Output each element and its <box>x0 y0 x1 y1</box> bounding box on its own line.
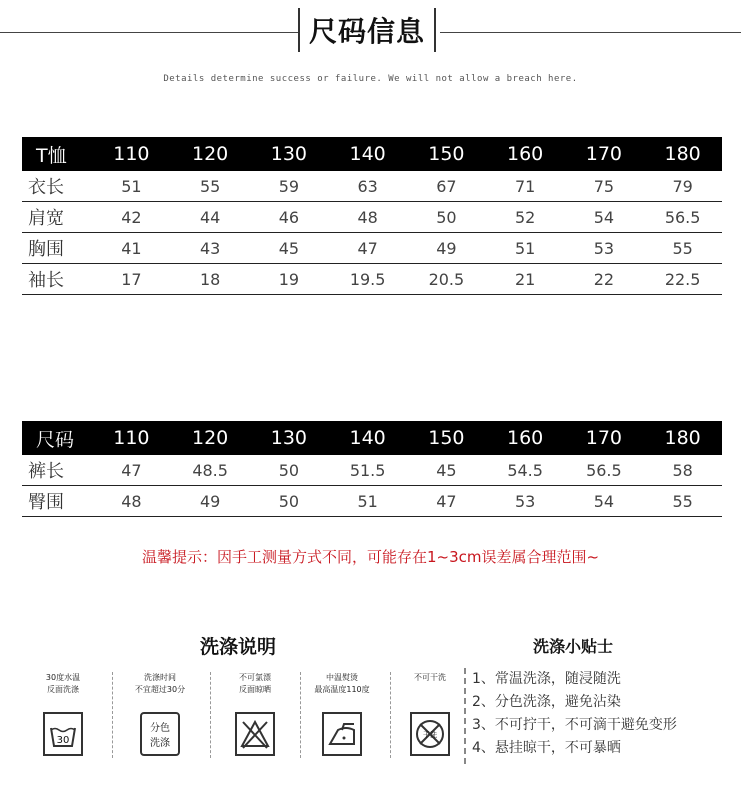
table-cell: 22.5 <box>643 264 722 295</box>
table-cell: 55 <box>171 171 250 202</box>
table-cell: 43 <box>171 233 250 264</box>
title-rule-right <box>440 32 741 33</box>
table-cell: 56.5 <box>643 202 722 233</box>
svg-text:分色: 分色 <box>150 723 170 734</box>
wash-label: 不可氯漂 反面晾晒 <box>239 673 271 694</box>
washing-title: 洗涤说明 <box>200 636 277 658</box>
row-label: 袖长 <box>22 264 92 295</box>
table-cell: 67 <box>407 171 486 202</box>
wash-item-30-degree <box>28 672 98 760</box>
svg-text:洗涤: 洗涤 <box>150 738 170 749</box>
wash-item-separate <box>125 672 195 760</box>
divider <box>390 672 391 758</box>
list-item: 2、分色洗涤，避免沾染 <box>472 694 621 710</box>
header-cell: 110 <box>92 421 171 455</box>
header-cell: 130 <box>250 137 329 171</box>
wash-label: 不可干洗 <box>414 673 446 682</box>
table-cell: 48 <box>92 486 171 517</box>
header-cell: 140 <box>328 421 407 455</box>
divider <box>300 672 301 758</box>
header-cell: 160 <box>486 421 565 455</box>
table-cell: 19.5 <box>328 264 407 295</box>
table-cell: 50 <box>407 202 486 233</box>
measurement-notice: 温馨提示：因手工测量方式不同，可能存在1~3cm误差属合理范围~ <box>141 548 600 566</box>
table-cell: 44 <box>171 202 250 233</box>
table-cell: 54.5 <box>486 455 565 486</box>
table-cell: 52 <box>486 202 565 233</box>
table-cell: 47 <box>328 233 407 264</box>
tshirt-size-table <box>22 137 722 295</box>
table-cell: 53 <box>486 486 565 517</box>
tips-title: 洗涤小贴士 <box>533 637 614 656</box>
header-cell: 180 <box>643 421 722 455</box>
wash-label: 洗涤时间 不宜超过30分 <box>134 673 186 694</box>
table-cell: 50 <box>250 455 329 486</box>
header-cell: 170 <box>565 421 644 455</box>
tips-divider <box>464 668 466 764</box>
header-cell: T恤 <box>22 137 92 171</box>
table-cell: 51.5 <box>328 455 407 486</box>
table-cell: 55 <box>643 233 722 264</box>
svg-text:干洗: 干洗 <box>423 731 437 739</box>
table-header-row <box>22 421 722 455</box>
wash-30-icon <box>43 712 83 756</box>
table-cell: 53 <box>565 233 644 264</box>
table-cell: 54 <box>565 202 644 233</box>
table-row <box>22 171 722 202</box>
page-subtitle: Details determine success or failure. We will not allow a breach here. <box>163 74 578 84</box>
header-cell: 120 <box>171 137 250 171</box>
header-cell: 160 <box>486 137 565 171</box>
table-cell: 17 <box>92 264 171 295</box>
header-cell: 尺码 <box>22 421 92 455</box>
header-cell: 170 <box>565 137 644 171</box>
row-label: 臀围 <box>22 486 92 517</box>
table-cell: 20.5 <box>407 264 486 295</box>
table-cell: 58 <box>643 455 722 486</box>
table-cell: 48.5 <box>171 455 250 486</box>
table-cell: 22 <box>565 264 644 295</box>
table-cell: 50 <box>250 486 329 517</box>
separate-wash-icon <box>140 712 180 756</box>
header-cell: 130 <box>250 421 329 455</box>
table-cell: 41 <box>92 233 171 264</box>
divider <box>210 672 211 758</box>
table-row <box>22 202 722 233</box>
table-cell: 51 <box>92 171 171 202</box>
table-cell: 75 <box>565 171 644 202</box>
row-label: 裤长 <box>22 455 92 486</box>
table-cell: 49 <box>407 233 486 264</box>
table-cell: 45 <box>250 233 329 264</box>
wash-item-no-dry-clean <box>395 672 465 760</box>
header-cell: 120 <box>171 421 250 455</box>
table-cell: 51 <box>486 233 565 264</box>
wash-item-no-bleach <box>220 672 290 760</box>
table-row <box>22 486 722 517</box>
page-title: 尺码信息 <box>298 8 436 52</box>
header-cell: 150 <box>407 137 486 171</box>
table-row <box>22 233 722 264</box>
header-cell: 140 <box>328 137 407 171</box>
table-cell: 45 <box>407 455 486 486</box>
table-cell: 59 <box>250 171 329 202</box>
svg-text:30: 30 <box>56 735 70 746</box>
iron-icon <box>322 712 362 756</box>
row-label: 肩宽 <box>22 202 92 233</box>
list-item: 1、常温洗涤，随浸随洗 <box>472 671 621 687</box>
table-cell: 63 <box>328 171 407 202</box>
header-cell: 150 <box>407 421 486 455</box>
table-cell: 47 <box>407 486 486 517</box>
table-row <box>22 264 722 295</box>
title-rule-left <box>0 32 300 33</box>
no-bleach-icon <box>235 712 275 756</box>
table-cell: 55 <box>643 486 722 517</box>
table-cell: 18 <box>171 264 250 295</box>
table-cell: 46 <box>250 202 329 233</box>
table-row <box>22 455 722 486</box>
wash-item-iron <box>307 672 377 760</box>
table-cell: 21 <box>486 264 565 295</box>
table-cell: 54 <box>565 486 644 517</box>
list-item: 4、悬挂晾干，不可暴晒 <box>472 740 621 756</box>
table-cell: 47 <box>92 455 171 486</box>
row-label: 衣长 <box>22 171 92 202</box>
table-header-row <box>22 137 722 171</box>
list-item: 3、不可拧干，不可滴干避免变形 <box>472 717 677 733</box>
row-label: 胸围 <box>22 233 92 264</box>
table-cell: 42 <box>92 202 171 233</box>
header-cell: 180 <box>643 137 722 171</box>
wash-label: 30度水温 反面洗涤 <box>45 673 81 694</box>
table-cell: 79 <box>643 171 722 202</box>
table-cell: 19 <box>250 264 329 295</box>
table-cell: 71 <box>486 171 565 202</box>
table-cell: 48 <box>328 202 407 233</box>
pants-size-table <box>22 421 722 517</box>
table-cell: 51 <box>328 486 407 517</box>
table-cell: 49 <box>171 486 250 517</box>
header-cell: 110 <box>92 137 171 171</box>
tips-list <box>472 668 677 760</box>
table-cell: 56.5 <box>565 455 644 486</box>
wash-label: 中温熨烫 最高温度110度 <box>314 673 370 694</box>
no-dry-clean-icon <box>410 712 450 756</box>
divider <box>112 672 113 758</box>
